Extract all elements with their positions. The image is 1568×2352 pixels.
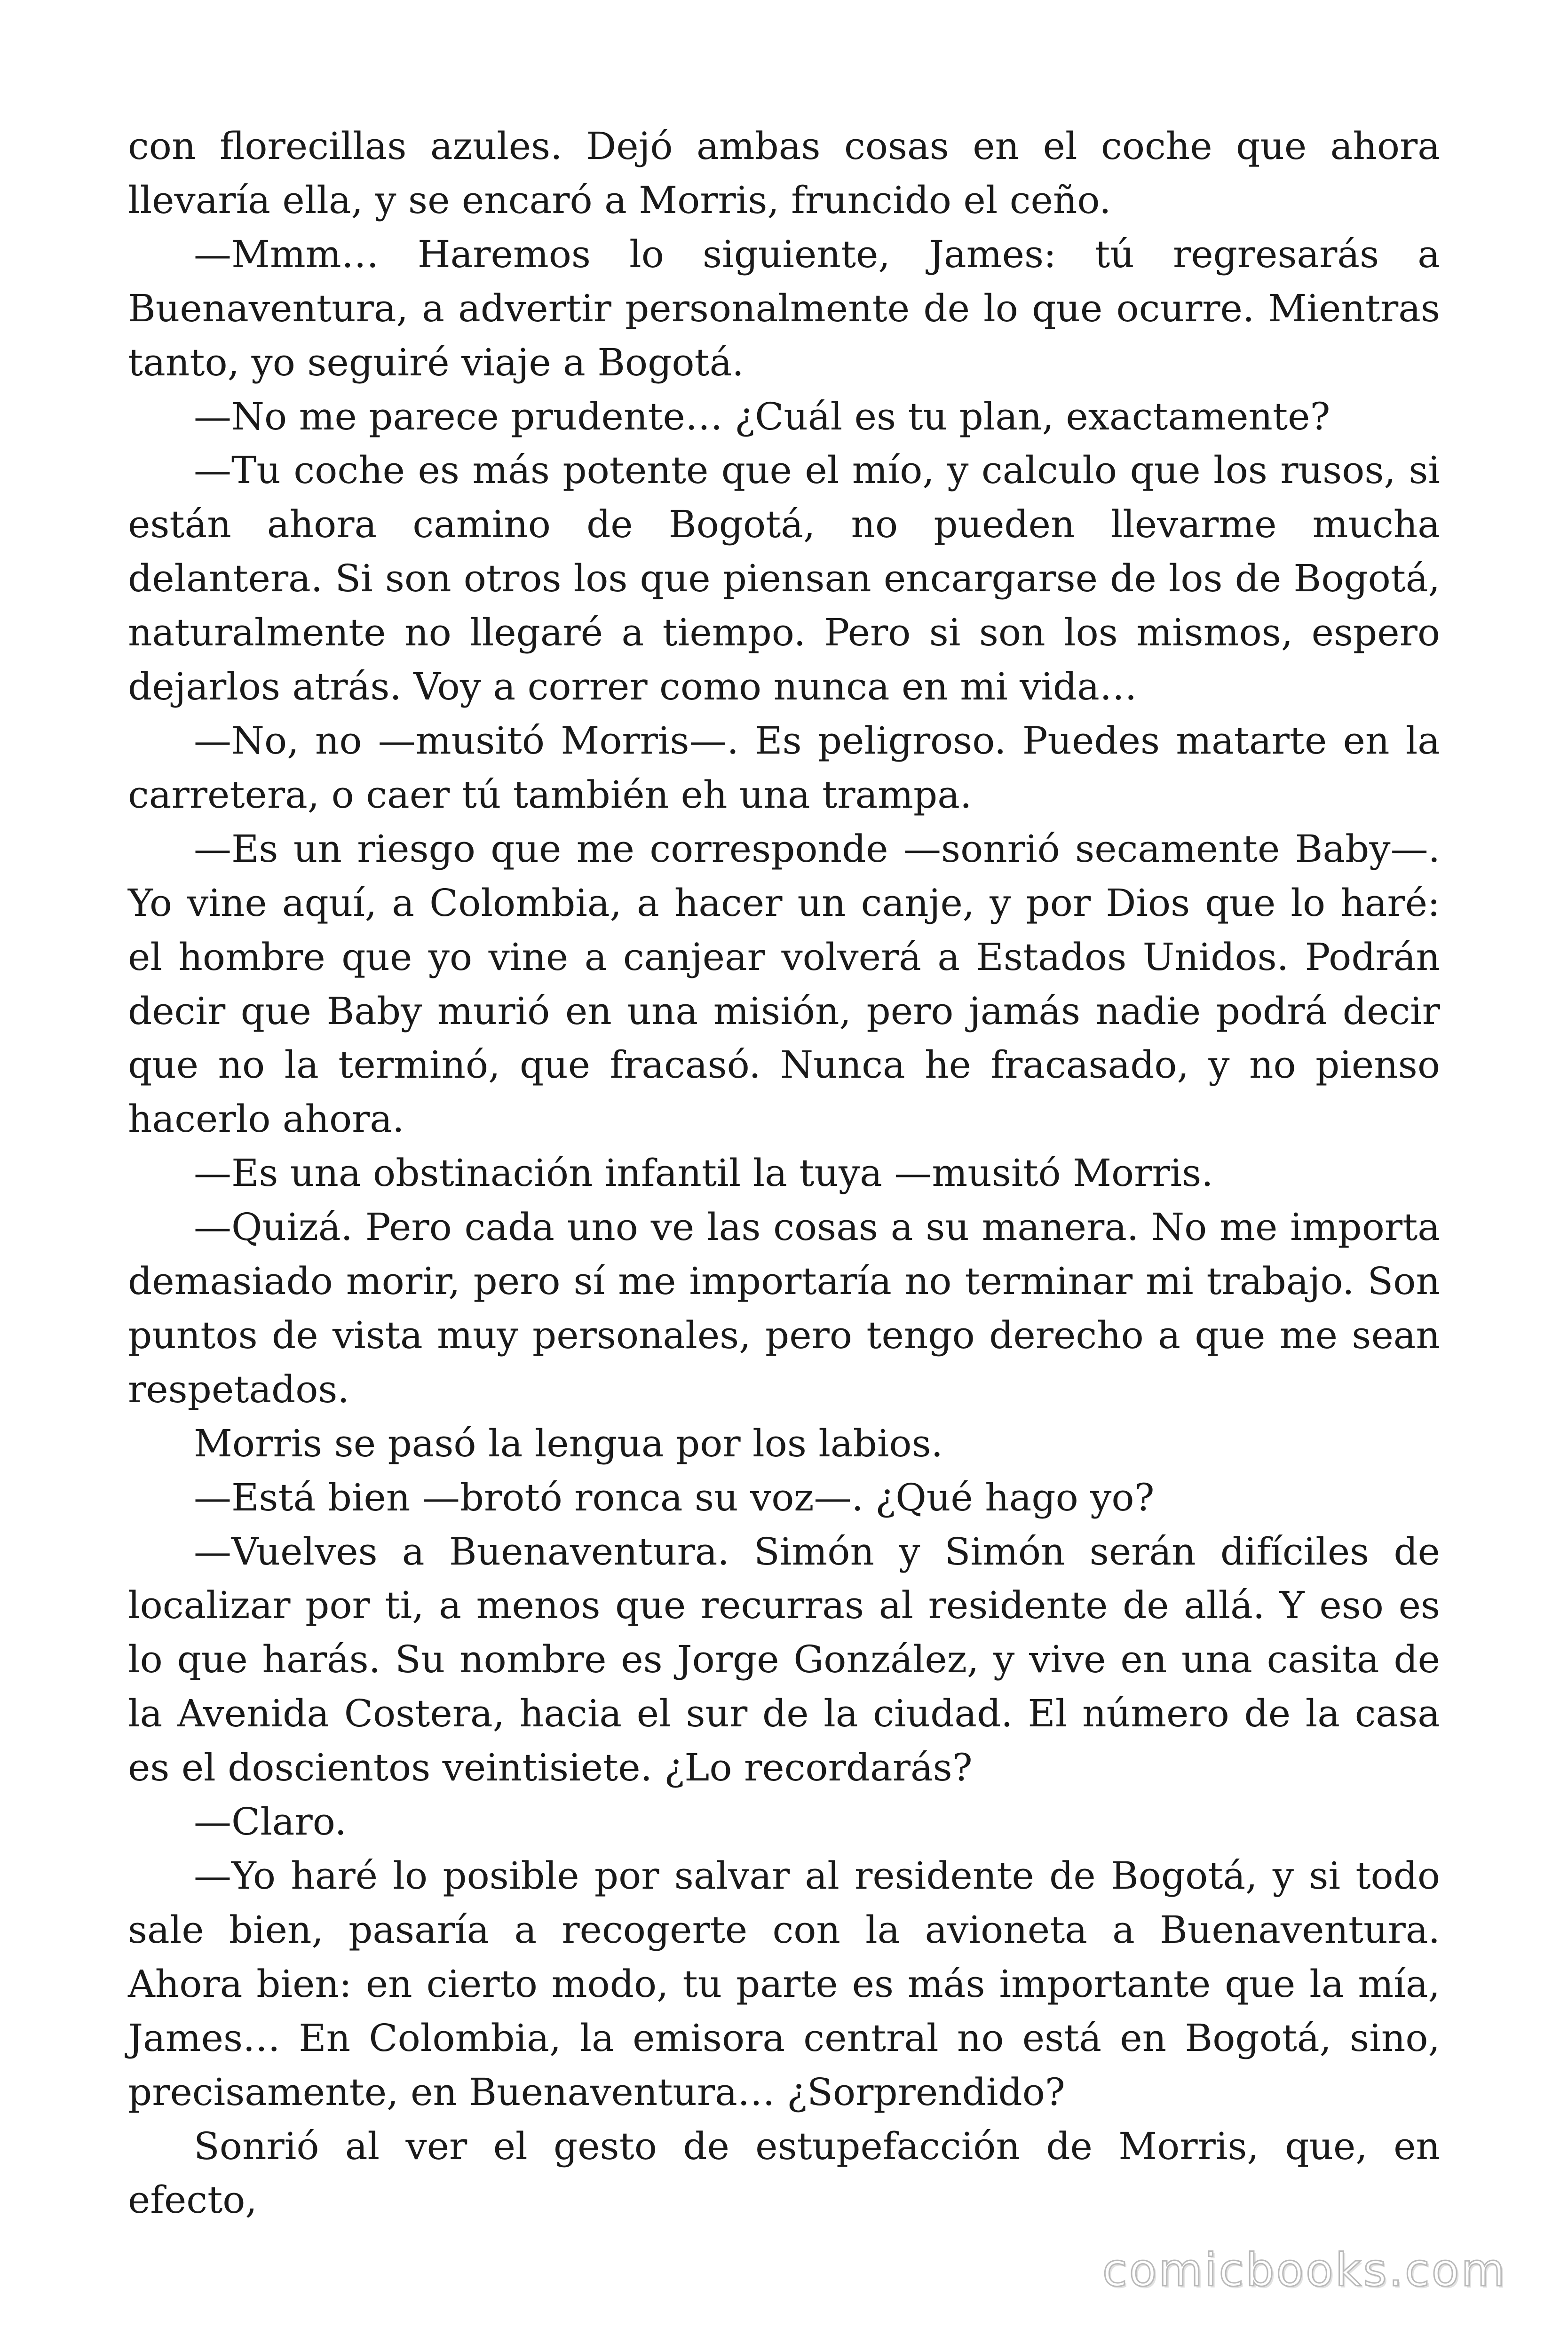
- paragraph-13: —Yo haré lo posible por salvar al residente de Bogotá, y si todo sale bien, pasaría a recogerte con la avioneta a Buenaventura. Ahora bien: en cierto modo, tu parte es más importante que la mía, James… En Colombia, la emisora central no está en Bogotá, sino, precisamente, en Buenaventura… ¿Sorprendido?: [128, 1854, 1440, 2114]
- watermark-logo: comicbooks.com: [1102, 2244, 1507, 2296]
- paragraph-6: —Es un riesgo que me corresponde —sonrió secamente Baby—. Yo vine aquí, a Colombia, a hacer un canje, y por Dios que lo haré: el hombre que yo vine a canjear volverá a Estados Unidos. Podrán decir que Baby murió en una misión, pero jamás nadie podrá decir que no la terminó, que fracasó. Nunca he fracasado, y no pienso hacerlo ahora.: [128, 826, 1440, 1141]
- paragraph-11: —Vuelves a Buenaventura. Simón y Simón serán difíciles de localizar por ti, a menos que recurras al residente de allá. Y eso es lo que harás. Su nombre es Jorge González, y vive en una casita de la Avenida Costera, hacia el sur de la ciudad. El número de la casa es el doscientos veintisiete. ¿Lo recordarás?: [128, 1529, 1440, 1790]
- paragraph-4: —Tu coche es más potente que el mío, y calculo que los rusos, si están ahora camino de Bogotá, no pueden llevarme mucha delantera. Si son otros los que piensan encargarse de los de Bogotá, naturalmente no llegaré a tiempo. Pero si son los mismos, espero dejarlos atrás. Voy a correr como nunca en mi vida…: [128, 448, 1440, 709]
- page-body-text: [128, 119, 1440, 2227]
- paragraph-5: —No, no —musitó Morris—. Es peligroso. Puedes matarte en la carretera, o caer tú también eh una trampa.: [128, 718, 1440, 817]
- paragraph-9: Morris se pasó la lengua por los labios.: [194, 1421, 943, 1465]
- paragraph-1: con florecillas azules. Dejó ambas cosas en el coche que ahora llevaría ella, y se encaró a Morris, fruncido el ceño.: [128, 124, 1440, 222]
- paragraph-3: —No me parece prudente… ¿Cuál es tu plan, exactamente?: [194, 394, 1330, 438]
- paragraph-8: —Quizá. Pero cada uno ve las cosas a su manera. No me importa demasiado morir, pero sí me importaría no terminar mi trabajo. Son puntos de vista muy personales, pero tengo derecho a que me sean respetados.: [128, 1205, 1440, 1411]
- paragraph-12: —Claro.: [194, 1800, 347, 1844]
- paragraph-14: Sonrió al ver el gesto de estupefacción de Morris, que, en efecto,: [128, 2124, 1440, 2222]
- paragraph-7: —Es una obstinación infantil la tuya —musitó Morris.: [194, 1151, 1213, 1195]
- paragraph-10: —Está bien —brotó ronca su voz—. ¿Qué hago yo?: [194, 1475, 1155, 1519]
- paragraph-2: —Mmm… Haremos lo siguiente, James: tú regresarás a Buenaventura, a advertir personalmente de lo que ocurre. Mientras tanto, yo seguiré viaje a Bogotá.: [128, 232, 1440, 384]
